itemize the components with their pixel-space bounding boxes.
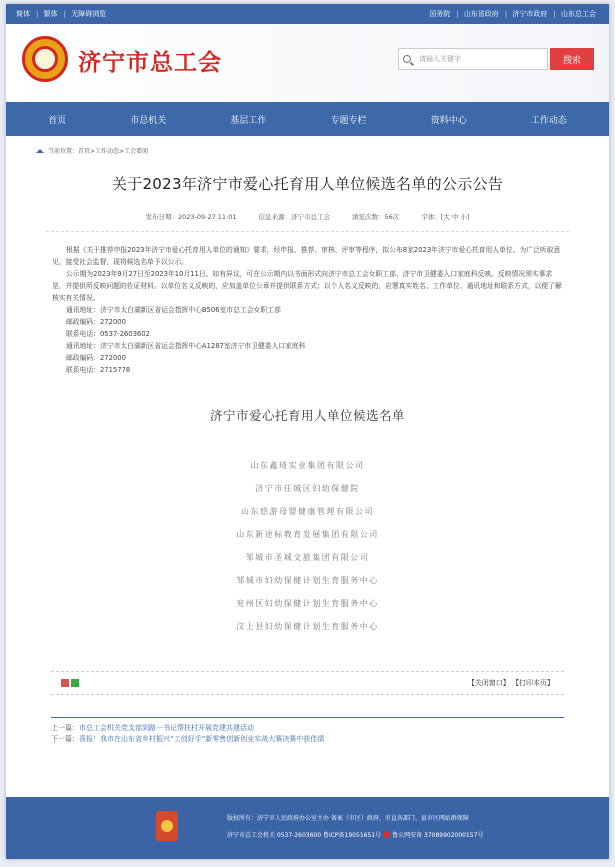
nav-grassroots[interactable]: 基层工作	[230, 115, 267, 126]
font-size-selector[interactable]: 字体：[大 中 小]	[421, 213, 470, 221]
list-item: 山东新途标教育发展集团有限公司	[236, 530, 379, 539]
list-item: 汶上县妇幼保健计划生育服务中心	[236, 622, 379, 631]
gov-emblem-icon[interactable]	[156, 811, 178, 841]
link-shandong-gov[interactable]: 山东省政府	[463, 10, 499, 18]
union-emblem-icon[interactable]	[22, 36, 68, 82]
top-bar-left: 简体 | 繁体 | 无障碍浏览	[16, 10, 107, 18]
candidate-list-title: 济宁市爱心托育用人单位候选名单	[209, 408, 405, 423]
contact-line: 邮政编码：272000	[66, 354, 126, 362]
breadcrumb-text[interactable]: 当前位置：首页>工作动态>工会要闻	[48, 148, 149, 155]
link-jining-gov[interactable]: 济宁市政府	[512, 10, 548, 18]
list-item: 邹城市妇幼保健计划生育服务中心	[236, 576, 379, 585]
site-header	[6, 24, 609, 102]
footer-icp[interactable]: 济宁市总工会机关 0537-2603600 鲁ICP备19051651号	[227, 832, 382, 839]
list-item: 山东悠游母婴健康管理有限公司	[241, 507, 374, 516]
list-item: 兖州区妇幼保健计划生育服务中心	[236, 599, 379, 608]
candidate-list	[36, 454, 579, 638]
site-logo-text[interactable]: 济宁市总工会	[78, 50, 222, 76]
nav-organs[interactable]: 市总机关	[130, 115, 167, 126]
prev-article	[51, 723, 564, 734]
article-body	[36, 244, 579, 376]
prev-label: 上一篇：	[51, 724, 79, 732]
next-article-link[interactable]: 喜报！我市在山东省乡村振兴“工创好手”新零售创新创业实战大赛决赛中获佳绩	[79, 735, 325, 743]
article-toolbar	[51, 671, 564, 695]
link-shandong-union[interactable]: 山东总工会	[561, 10, 596, 18]
toolbar-actions	[468, 678, 554, 688]
search-icon	[403, 55, 411, 63]
share-weibo-icon[interactable]	[61, 679, 69, 687]
main-content	[6, 136, 609, 638]
search-button[interactable]: 搜索	[550, 48, 594, 70]
footer-record	[227, 830, 483, 839]
paragraph: 公示期为2023年9月27日至2023年10月11日。如有异议，可在公示期内以书面形式向济宁市总工会女职工部、济宁市卫健委人口家庭科反映。反映情况须实事求是，并提供所反映问题的佐证材料。以单位名义反映的，应加盖单位公章并提供联系方式；以个人名义反映的，应署真实姓名、工作单位、通讯地址和联系方式，以便了解核实有关情况。	[52, 270, 562, 302]
share-icons	[61, 679, 79, 687]
article-title: 关于2023年济宁市爱心托育用人单位候选名单的公示公告	[111, 175, 504, 193]
next-label: 下一篇：	[51, 735, 79, 743]
contact-line: 通讯地址：济宁市太白湖新区省运会指挥中心A1287室济宁市卫健委人口家庭科	[66, 342, 306, 350]
contact-line: 通讯地址：济宁市太白湖新区省运会指挥中心B506室市总工会女职工部	[66, 306, 281, 314]
nav-home[interactable]: 首页	[48, 115, 67, 126]
list-item: 济宁市任城区妇幼保健院	[255, 484, 360, 493]
search-input[interactable]	[398, 48, 548, 70]
article-meta	[46, 212, 569, 232]
next-article	[51, 734, 564, 745]
nav-resources[interactable]: 资料中心	[430, 115, 467, 126]
police-badge-icon	[383, 831, 390, 838]
share-wechat-icon[interactable]	[71, 679, 79, 687]
info-source: 信息来源：济宁市总工会	[258, 213, 331, 221]
page	[6, 4, 609, 859]
paragraph: 根据《关于推荐申报2023年济宁市爱心托育用人单位的通知》要求，经申报、推荐、审核、评审等程序，拟公布8家2023年济宁市爱心托育用人单位。为广泛听取意见，接受社会监督，现将候选名单予以公示。	[52, 246, 561, 266]
top-bar	[6, 4, 609, 24]
view-count: 浏览次数：56次	[352, 213, 400, 221]
prev-article-link[interactable]: 市总工会机关党支部到路一书记帮扶村开展党建共建活动	[79, 724, 254, 732]
contact-line: 联系电话：0537-2603602	[66, 330, 151, 338]
search-placeholder: 请输入关键字	[419, 55, 461, 63]
contact-line: 邮政编码：272000	[66, 318, 126, 326]
list-item: 山东鑫琦实业集团有限公司	[250, 461, 365, 470]
main-nav	[6, 102, 609, 136]
location-icon	[36, 149, 44, 153]
footer-copyright: 版权所有：济宁市人民政府办公室主办 备案（市区）政府、市直各部门、县市区网站群保障	[227, 815, 469, 822]
link-accessibility[interactable]: 无障碍浏览	[71, 10, 107, 18]
link-traditional[interactable]: 繁体	[43, 10, 58, 18]
breadcrumb	[36, 136, 579, 155]
link-simplified[interactable]: 简体	[16, 10, 30, 18]
footer-police-record[interactable]: 鲁公网安备 37089902000157号	[392, 832, 484, 839]
nav-news[interactable]: 工作动态	[530, 115, 567, 126]
list-item: 邹城市圣城文旅集团有限公司	[245, 553, 370, 562]
publish-date: 发布日期：2023-09-27 11:01	[145, 213, 237, 221]
link-state-council[interactable]: 国务院	[429, 10, 451, 18]
prev-next-links	[51, 717, 564, 745]
nav-topics[interactable]: 专题专栏	[330, 115, 367, 126]
print-button[interactable]: 【打印本页】	[512, 679, 554, 687]
site-footer	[6, 797, 609, 859]
close-window-button[interactable]: 【关闭窗口】	[467, 679, 510, 687]
top-bar-right: 国务院 | 山东省政府 | 济宁市政府 | 山东总工会	[429, 10, 596, 18]
contact-line: 联系电话：2715778	[66, 366, 131, 374]
